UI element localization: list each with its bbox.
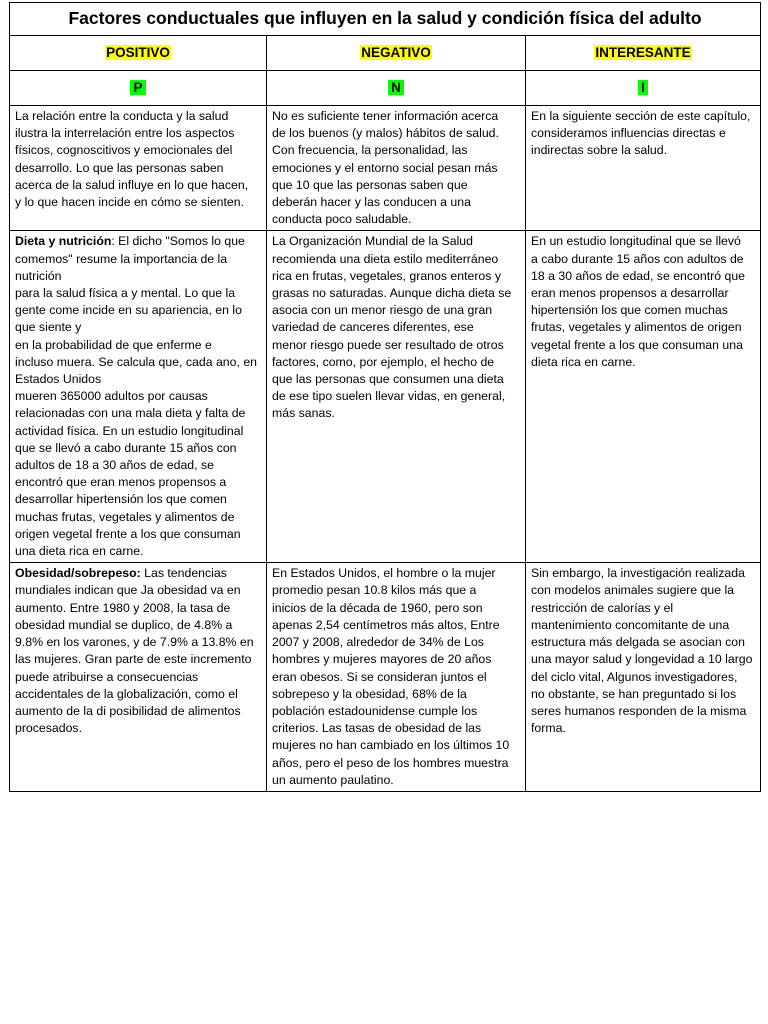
letter-i: I xyxy=(638,80,648,95)
letter-row xyxy=(10,71,761,106)
pni-table xyxy=(9,2,761,792)
cell-interesante: Sin embargo, la investigación realizada con modelos animales sugiere que la restricción de calorías y el mantenimiento concomitante de una estructura más delgada se asocian con una mayor salud y longevidad a 10 largo del ciclo vital, Algunos investigadores, no obstante, se han preguntado si los seres humanos responden de la misma forma. xyxy=(526,563,761,792)
cell-interesante: En un estudio longitudinal que se llevó a cabo durante 15 años con adultos de 18 a 30 años de edad, se encontró que eran menos propensos a desarrollar hipertensión los que comen muchas frutas, vegetales y alimentos de origen vegetal frente a los que consuman una dieta rica en carne. xyxy=(526,231,761,563)
cell-label: Obesidad/sobrepeso: xyxy=(15,566,141,581)
cell-negativo: No es suficiente tener información acerca de los buenos (y malos) hábitos de salud. Con frecuencia, la personalidad, las emociones y el entorno social pesan más que 10 que las personas saben que deberán hacer y las conducen a una conducta poco saludable. xyxy=(267,106,526,231)
pni-document xyxy=(9,2,760,792)
header-negativo: NEGATIVO xyxy=(361,45,431,61)
title-row xyxy=(10,3,761,36)
header-row xyxy=(10,36,761,71)
letter-i-cell xyxy=(526,71,761,106)
header-positivo-cell xyxy=(10,36,267,71)
cell-text: Las tendencias mundiales indican que Ja obesidad va en aumento. Entre 1980 y 2008, la tasa de obesidad mundial se duplico, de 4.8% a 9.8% en los varones, y de 7.9% a 13.8% en las mujeres. Gran parte de este incremento puede atribuirse a consecuencias accidentales de la globalización, como el aumento de la di posibilidad de alimentos procesados. xyxy=(15,566,254,736)
cell-label: Dieta y nutrición xyxy=(15,234,112,249)
document-title: Factores conductuales que influyen en la salud y condición física del adulto xyxy=(10,3,761,36)
letter-p-cell xyxy=(10,71,267,106)
letter-p: P xyxy=(130,80,145,95)
header-negativo-cell xyxy=(267,36,526,71)
cell-positivo: La relación entre la conducta y la salud ilustra la interrelación entre los aspectos físicos, cognoscitivos y emocionales del desarrollo. Lo que las personas saben acerca de la salud influye en lo que hacen, y lo que hacen incide en cómo se sienten. xyxy=(10,106,267,231)
header-interesante-cell xyxy=(526,36,761,71)
cell-positivo xyxy=(10,231,267,563)
cell-positivo xyxy=(10,563,267,792)
cell-negativo: En Estados Unidos, el hombre o la mujer promedio pesan 10.8 kilos más que a inicios de la década de 1960, pero son apenas 2,54 centímetros más altos, Entre 2007 y 2008, alrededor de 34% de Los hombres y mujeres mayores de 20 años eran obesos. Si se consideran juntos el sobrepeso y la obesidad, 68% de la población estadounidense cumple los criterios. Las tasas de obesidad de las mujeres no han cambiado en los últimos 10 años, pero el peso de los hombres muestra un aumento paulatino. xyxy=(267,563,526,792)
letter-n-cell xyxy=(267,71,526,106)
table-row xyxy=(10,231,761,563)
table-row xyxy=(10,563,761,792)
table-row xyxy=(10,106,761,231)
header-interesante: INTERESANTE xyxy=(595,45,691,61)
cell-interesante: En la siguiente sección de este capítulo, consideramos influencias directas e indirectas sobre la salud. xyxy=(526,106,761,231)
letter-n: N xyxy=(388,80,404,95)
cell-text: : El dicho "Somos lo que comemos" resume la importancia de la nutrición para la salud física a y mental. Lo que la gente come incide en su apariencia, en lo que siente y en la probabilidad de que enferme e incluso muera. Se calcula que, cada ano, en Estados Unidos mueren 365000 adultos por causas relacionadas con una mala dieta y falta de actividad física. En un estudio longitudinal que se llevó a cabo durante 15 años con adultos de 18 a 30 años de edad, se encontró que eran menos propensos a desarrollar hipertensión los que comen muchas frutas, vegetales y alimentos de origen vegetal frente a los que consuman una dieta rica en carne. xyxy=(15,234,257,559)
header-positivo: POSITIVO xyxy=(106,45,170,61)
cell-negativo: La Organización Mundial de la Salud recomienda una dieta estilo mediterráneo rica en frutas, vegetales, granos enteros y grasas no saturadas. Aunque dicha dieta se asocia con un menor riesgo de una gran variedad de canceres diferentes, ese menor riesgo puede ser resultado de otros factores, como, por ejemplo, el hecho de que las personas que consumen una dieta de ese tipo suelen llevar vidas, en general, más sanas. xyxy=(267,231,526,563)
